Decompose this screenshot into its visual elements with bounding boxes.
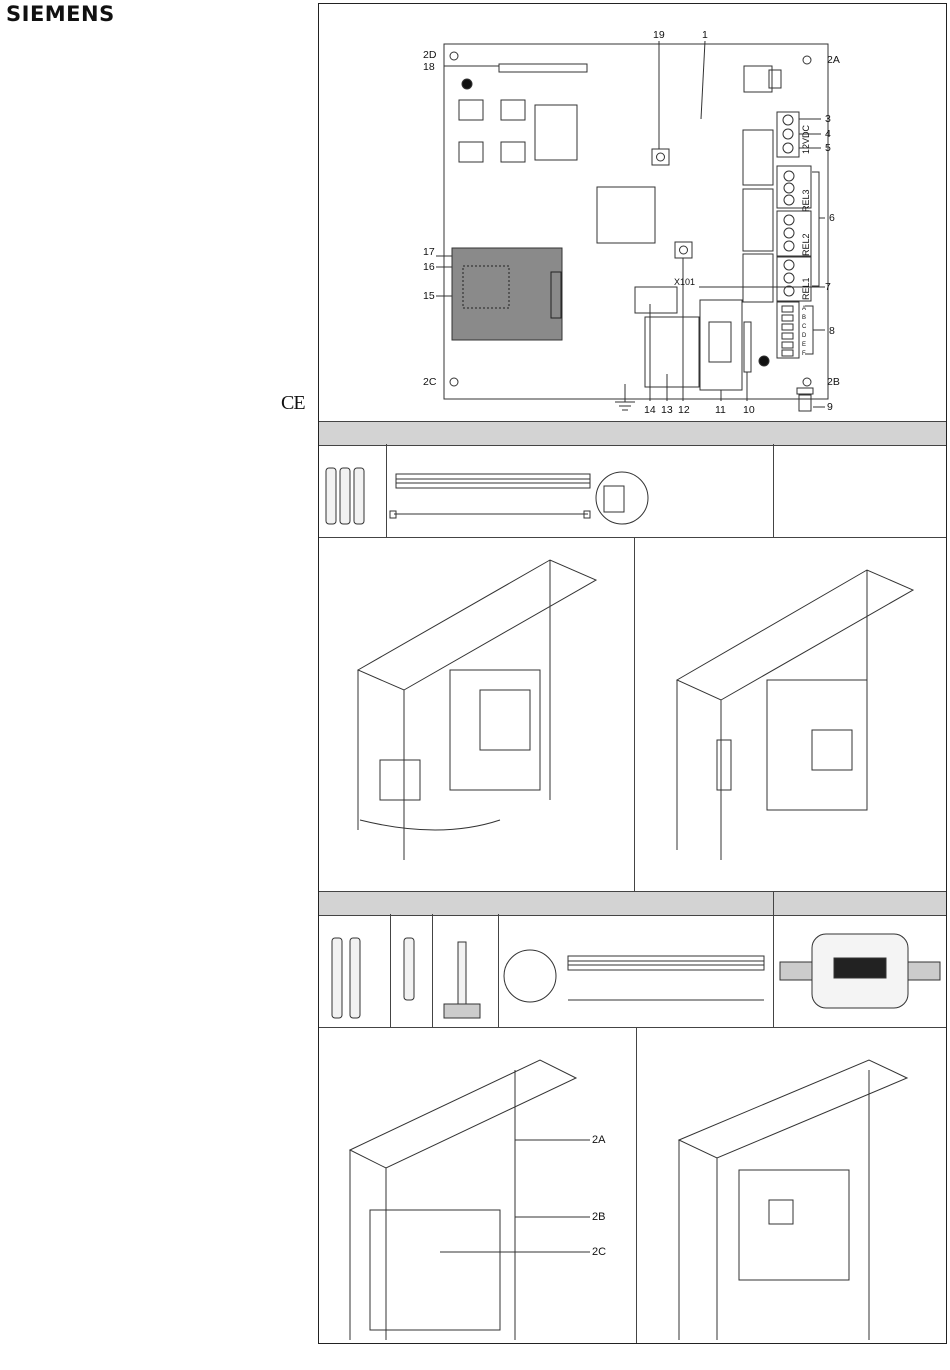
callout-3: 3: [825, 113, 831, 125]
ribbon-cable-icon: [390, 472, 648, 524]
accessories-row-2: [320, 916, 772, 1024]
housing-view-mounting: [320, 1030, 634, 1342]
housing-view-installed: [639, 1030, 945, 1342]
module-box-icon: [780, 934, 940, 1008]
section-band-1: [319, 421, 946, 446]
callout-13: 13: [661, 404, 673, 416]
callout-12: 12: [678, 404, 690, 416]
callout-19: 19: [653, 29, 665, 41]
callout-7: 7: [825, 281, 831, 293]
divider-v3: [634, 537, 635, 891]
module-15: [452, 248, 562, 340]
callout-2D: 2D: [423, 49, 437, 61]
divider-v2: [773, 444, 774, 537]
board-outline: [444, 44, 828, 399]
callout-11: 11: [715, 404, 726, 416]
callout-15: 15: [423, 290, 435, 302]
housing-view-left: [320, 540, 632, 888]
power-label: 12VDC: [801, 124, 811, 154]
switch-label: C: [802, 324, 807, 330]
housing-view-right: [637, 540, 945, 888]
section-band-2: [319, 891, 946, 916]
mount-callout-2B: 2B: [592, 1211, 606, 1223]
callout-8: 8: [829, 325, 835, 337]
switch-label: B: [802, 315, 807, 321]
switch-label: F: [802, 351, 806, 357]
rel3-label: REL3: [801, 189, 811, 212]
standoff-icon: [326, 468, 364, 524]
divider-v8: [636, 1027, 637, 1343]
callout-2A: 2A: [827, 54, 840, 66]
housing-icon: [350, 1060, 590, 1340]
board-diagram: [319, 4, 946, 420]
x101-label: X101: [674, 277, 696, 287]
divider-1: [319, 537, 946, 538]
callout-2B: 2B: [827, 376, 840, 388]
callout-17: 17: [423, 246, 435, 258]
switch-label: E: [802, 342, 807, 348]
divider-v4: [773, 891, 774, 1027]
accessories-row-1: [320, 446, 772, 536]
switch-label: D: [802, 333, 807, 339]
callout-9: 9: [827, 401, 833, 413]
divider-2: [319, 1027, 946, 1028]
mount-callout-2C: 2C: [592, 1246, 607, 1258]
switch-label: A: [802, 306, 807, 312]
callout-10: 10: [743, 404, 755, 416]
callout-1: 1: [702, 29, 708, 41]
rel2-label: REL2: [801, 233, 811, 256]
housing-icon: [677, 570, 913, 860]
callout-5: 5: [825, 142, 831, 154]
callout-18: 18: [423, 61, 435, 73]
callout-16: 16: [423, 261, 435, 273]
standoff-icon: [332, 938, 480, 1018]
ribbon-cable-icon: [504, 950, 764, 1002]
callout-4: 4: [825, 128, 831, 140]
housing-icon: [679, 1060, 907, 1340]
rel1-label: REL1: [801, 277, 811, 300]
mount-callout-2A: 2A: [592, 1134, 606, 1146]
module-box-view: [776, 916, 944, 1024]
housing-icon: [358, 560, 596, 860]
brand-logo: SIEMENS: [6, 2, 115, 26]
callout-6: 6: [829, 212, 835, 224]
ce-mark: CE: [281, 392, 305, 414]
callout-14: 14: [644, 404, 656, 416]
callout-2C: 2C: [423, 376, 437, 388]
